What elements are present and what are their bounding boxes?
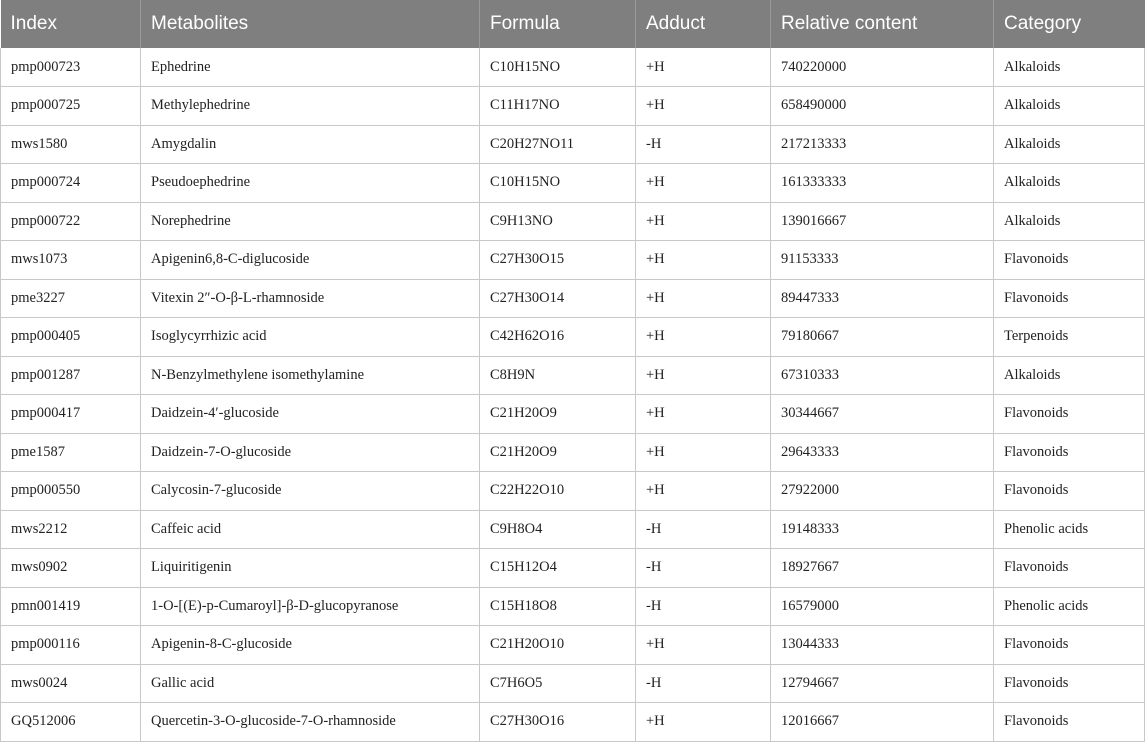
cell-formula: C10H15NO (480, 48, 636, 87)
cell-metabolite: Quercetin-3-O-glucoside-7-O-rhamnoside (141, 703, 480, 742)
cell-adduct: -H (636, 549, 771, 588)
cell-metabolite: Apigenin6,8-C-diglucoside (141, 241, 480, 280)
cell-adduct: -H (636, 587, 771, 626)
cell-metabolite: Daidzein-7-O-glucoside (141, 433, 480, 472)
table-row (1, 433, 1145, 472)
cell-relative-content: 12794667 (771, 664, 994, 703)
cell-formula: C20H27NO11 (480, 125, 636, 164)
cell-adduct: +H (636, 318, 771, 357)
cell-relative-content: 12016667 (771, 703, 994, 742)
cell-index: mws1073 (1, 241, 141, 280)
cell-index: pmp001287 (1, 356, 141, 395)
cell-metabolite: Liquiritigenin (141, 549, 480, 588)
cell-index: mws1580 (1, 125, 141, 164)
cell-metabolite: Isoglycyrrhizic acid (141, 318, 480, 357)
cell-metabolite: Caffeic acid (141, 510, 480, 549)
cell-adduct: +H (636, 202, 771, 241)
cell-formula: C9H13NO (480, 202, 636, 241)
cell-category: Flavonoids (994, 703, 1145, 742)
cell-adduct: +H (636, 241, 771, 280)
cell-formula: C8H9N (480, 356, 636, 395)
cell-index: pmp000417 (1, 395, 141, 434)
cell-relative-content: 19148333 (771, 510, 994, 549)
cell-metabolite: Daidzein-4′-glucoside (141, 395, 480, 434)
cell-category: Phenolic acids (994, 510, 1145, 549)
cell-index: mws0902 (1, 549, 141, 588)
cell-relative-content: 740220000 (771, 48, 994, 87)
table-row (1, 48, 1145, 87)
cell-category: Flavonoids (994, 241, 1145, 280)
table-row (1, 549, 1145, 588)
table-row (1, 472, 1145, 511)
cell-index: pmn001419 (1, 587, 141, 626)
cell-metabolite: 1-O-[(E)-p-Cumaroyl]-β-D-glucopyranose (141, 587, 480, 626)
table-row (1, 125, 1145, 164)
table-row (1, 395, 1145, 434)
cell-formula: C10H15NO (480, 164, 636, 203)
cell-formula: C42H62O16 (480, 318, 636, 357)
cell-formula: C27H30O15 (480, 241, 636, 280)
cell-category: Phenolic acids (994, 587, 1145, 626)
table-row (1, 279, 1145, 318)
cell-adduct: +H (636, 279, 771, 318)
cell-adduct: +H (636, 356, 771, 395)
cell-category: Flavonoids (994, 664, 1145, 703)
cell-metabolite: N-Benzylmethylene isomethylamine (141, 356, 480, 395)
table-row (1, 87, 1145, 126)
cell-metabolite: Ephedrine (141, 48, 480, 87)
cell-index: pme3227 (1, 279, 141, 318)
cell-formula: C27H30O14 (480, 279, 636, 318)
cell-category: Alkaloids (994, 164, 1145, 203)
cell-category: Flavonoids (994, 472, 1145, 511)
cell-index: mws2212 (1, 510, 141, 549)
cell-relative-content: 161333333 (771, 164, 994, 203)
cell-index: pmp000724 (1, 164, 141, 203)
table-row (1, 587, 1145, 626)
cell-adduct: +H (636, 472, 771, 511)
cell-relative-content: 27922000 (771, 472, 994, 511)
table-row (1, 356, 1145, 395)
cell-index: mws0024 (1, 664, 141, 703)
header-formula: Formula (480, 0, 636, 48)
cell-relative-content: 16579000 (771, 587, 994, 626)
cell-metabolite: Calycosin-7-glucoside (141, 472, 480, 511)
cell-relative-content: 29643333 (771, 433, 994, 472)
cell-formula: C9H8O4 (480, 510, 636, 549)
cell-relative-content: 91153333 (771, 241, 994, 280)
cell-index: pmp000723 (1, 48, 141, 87)
cell-metabolite: Pseudoephedrine (141, 164, 480, 203)
header-adduct: Adduct (636, 0, 771, 48)
table-body (1, 48, 1145, 741)
cell-relative-content: 139016667 (771, 202, 994, 241)
cell-category: Alkaloids (994, 125, 1145, 164)
cell-metabolite: Amygdalin (141, 125, 480, 164)
cell-category: Flavonoids (994, 549, 1145, 588)
cell-relative-content: 217213333 (771, 125, 994, 164)
cell-formula: C7H6O5 (480, 664, 636, 703)
cell-category: Alkaloids (994, 48, 1145, 87)
cell-index: pmp000405 (1, 318, 141, 357)
table-row (1, 318, 1145, 357)
cell-metabolite: Vitexin 2″-O-β-L-rhamnoside (141, 279, 480, 318)
cell-relative-content: 13044333 (771, 626, 994, 665)
cell-formula: C27H30O16 (480, 703, 636, 742)
cell-category: Alkaloids (994, 356, 1145, 395)
cell-index: pmp000722 (1, 202, 141, 241)
cell-adduct: +H (636, 48, 771, 87)
cell-adduct: +H (636, 87, 771, 126)
cell-metabolite: Apigenin-8-C-glucoside (141, 626, 480, 665)
cell-category: Flavonoids (994, 395, 1145, 434)
cell-relative-content: 89447333 (771, 279, 994, 318)
cell-adduct: -H (636, 510, 771, 549)
cell-relative-content: 30344667 (771, 395, 994, 434)
header-row (1, 0, 1145, 48)
cell-formula: C22H22O10 (480, 472, 636, 511)
cell-formula: C21H20O9 (480, 395, 636, 434)
cell-category: Flavonoids (994, 433, 1145, 472)
table-row (1, 703, 1145, 742)
cell-index: pmp000550 (1, 472, 141, 511)
header-index: Index (1, 0, 141, 48)
cell-relative-content: 658490000 (771, 87, 994, 126)
cell-adduct: -H (636, 664, 771, 703)
cell-formula: C15H18O8 (480, 587, 636, 626)
cell-adduct: -H (636, 125, 771, 164)
table-row (1, 664, 1145, 703)
cell-index: GQ512006 (1, 703, 141, 742)
cell-adduct: +H (636, 433, 771, 472)
cell-index: pmp000725 (1, 87, 141, 126)
table-row (1, 510, 1145, 549)
cell-relative-content: 67310333 (771, 356, 994, 395)
cell-metabolite: Norephedrine (141, 202, 480, 241)
cell-category: Alkaloids (994, 202, 1145, 241)
header-category: Category (994, 0, 1145, 48)
cell-adduct: +H (636, 395, 771, 434)
cell-category: Alkaloids (994, 87, 1145, 126)
cell-category: Terpenoids (994, 318, 1145, 357)
cell-adduct: +H (636, 164, 771, 203)
cell-category: Flavonoids (994, 279, 1145, 318)
cell-metabolite: Gallic acid (141, 664, 480, 703)
table-row (1, 241, 1145, 280)
table-header (1, 0, 1145, 48)
table-row (1, 202, 1145, 241)
cell-formula: C21H20O10 (480, 626, 636, 665)
table-row (1, 164, 1145, 203)
cell-relative-content: 79180667 (771, 318, 994, 357)
cell-formula: C11H17NO (480, 87, 636, 126)
cell-formula: C15H12O4 (480, 549, 636, 588)
cell-index: pme1587 (1, 433, 141, 472)
cell-adduct: +H (636, 626, 771, 665)
cell-relative-content: 18927667 (771, 549, 994, 588)
cell-index: pmp000116 (1, 626, 141, 665)
cell-formula: C21H20O9 (480, 433, 636, 472)
cell-adduct: +H (636, 703, 771, 742)
header-relative-content: Relative content (771, 0, 994, 48)
header-metabolites: Metabolites (141, 0, 480, 48)
cell-category: Flavonoids (994, 626, 1145, 665)
table-row (1, 626, 1145, 665)
cell-metabolite: Methylephedrine (141, 87, 480, 126)
